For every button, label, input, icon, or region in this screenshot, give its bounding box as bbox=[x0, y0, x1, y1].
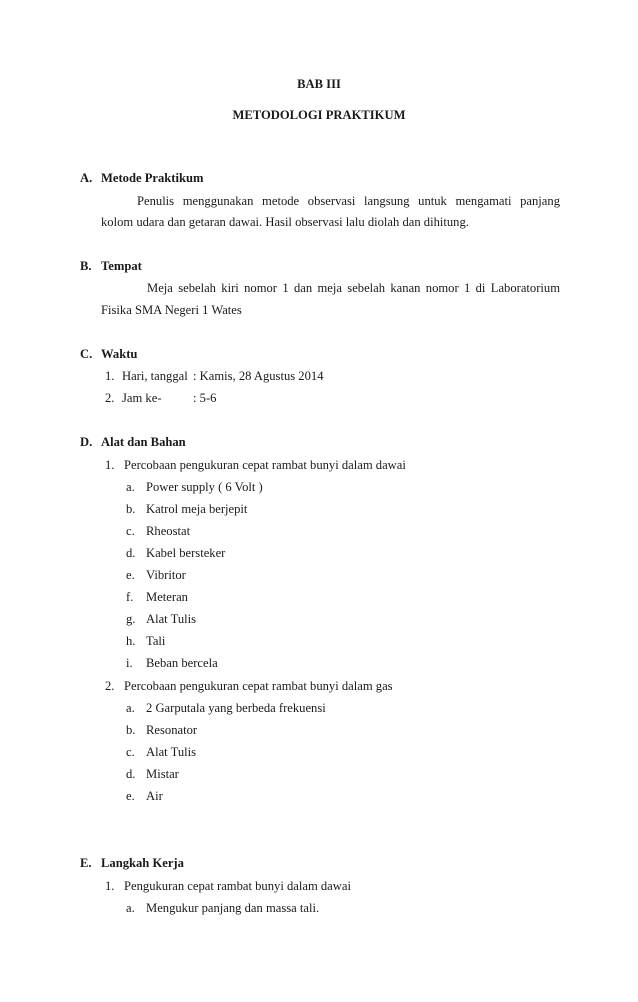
list-item: Katrol meja berjepit bbox=[146, 502, 248, 516]
section-e-title: Langkah Kerja bbox=[101, 856, 184, 870]
section-d-title: Alat dan Bahan bbox=[101, 435, 186, 449]
section-a-paragraph-line1: Penulis menggunakan metode observasi langsung untuk mengamati panjang bbox=[137, 194, 560, 208]
list-letter: d. bbox=[126, 767, 136, 781]
time-row-label: Hari, tanggal bbox=[122, 369, 188, 383]
list-item: Kabel bersteker bbox=[146, 546, 226, 560]
list-letter: a. bbox=[126, 901, 135, 915]
list-letter: e. bbox=[126, 568, 135, 582]
list-item: 2 Garputala yang berbeda frekuensi bbox=[146, 701, 326, 715]
time-row-label: Jam ke- bbox=[122, 391, 162, 405]
section-b-marker: B. bbox=[80, 259, 92, 273]
list-letter: f. bbox=[126, 590, 134, 604]
list-letter: c. bbox=[126, 745, 135, 759]
list-item: Mengukur panjang dan massa tali. bbox=[146, 901, 320, 915]
section-a-marker: A. bbox=[80, 171, 93, 185]
subsection-title: Percobaan pengukuran cepat rambat bunyi dalam dawai bbox=[124, 458, 406, 472]
list-item: Rheostat bbox=[146, 524, 191, 538]
chapter-title: METODOLOGI PRAKTIKUM bbox=[232, 108, 406, 122]
list-letter: g. bbox=[126, 612, 136, 626]
list-item: Meteran bbox=[146, 590, 188, 604]
list-number: 1. bbox=[105, 458, 115, 472]
chapter-label: BAB III bbox=[297, 77, 341, 91]
list-item: Alat Tulis bbox=[146, 612, 197, 626]
subsection-title: Percobaan pengukuran cepat rambat bunyi dalam gas bbox=[124, 679, 393, 693]
section-b-paragraph-line2: Fisika SMA Negeri 1 Wates bbox=[101, 303, 242, 317]
section-c-title: Waktu bbox=[101, 347, 138, 361]
time-row-num: 1. bbox=[105, 369, 115, 383]
list-item: Tali bbox=[146, 634, 166, 648]
section-e-marker: E. bbox=[80, 856, 92, 870]
list-letter: d. bbox=[126, 546, 136, 560]
section-a-paragraph-line2: kolom udara dan getaran dawai. Hasil observasi lalu diolah dan dihitung. bbox=[101, 215, 469, 229]
section-c-marker: C. bbox=[80, 347, 93, 361]
time-row-value: : Kamis, 28 Agustus 2014 bbox=[193, 369, 324, 383]
list-item: Power supply ( 6 Volt ) bbox=[146, 480, 263, 494]
list-item: Mistar bbox=[146, 767, 179, 781]
list-letter: c. bbox=[126, 524, 135, 538]
list-letter: a. bbox=[126, 701, 135, 715]
list-item: Vibritor bbox=[146, 568, 186, 582]
list-letter: b. bbox=[126, 502, 136, 516]
time-row-num: 2. bbox=[105, 391, 115, 405]
list-item: Resonator bbox=[146, 723, 198, 737]
section-b-paragraph-line1: Meja sebelah kiri nomor 1 dan meja sebelah kanan nomor 1 di Laboratorium bbox=[147, 281, 560, 295]
list-letter: b. bbox=[126, 723, 136, 737]
list-number: 1. bbox=[105, 879, 115, 893]
list-letter: a. bbox=[126, 480, 135, 494]
list-number: 2. bbox=[105, 679, 115, 693]
list-letter: i. bbox=[126, 656, 133, 670]
list-item: Air bbox=[146, 789, 163, 803]
list-item: Beban bercela bbox=[146, 656, 218, 670]
time-row-value: : 5-6 bbox=[193, 391, 217, 405]
list-item: Alat Tulis bbox=[146, 745, 197, 759]
list-letter: e. bbox=[126, 789, 135, 803]
section-d-marker: D. bbox=[80, 435, 93, 449]
list-letter: h. bbox=[126, 634, 136, 648]
section-a-title: Metode Praktikum bbox=[101, 171, 204, 185]
subsection-title: Pengukuran cepat rambat bunyi dalam dawai bbox=[124, 879, 351, 893]
section-b-title: Tempat bbox=[101, 259, 142, 273]
